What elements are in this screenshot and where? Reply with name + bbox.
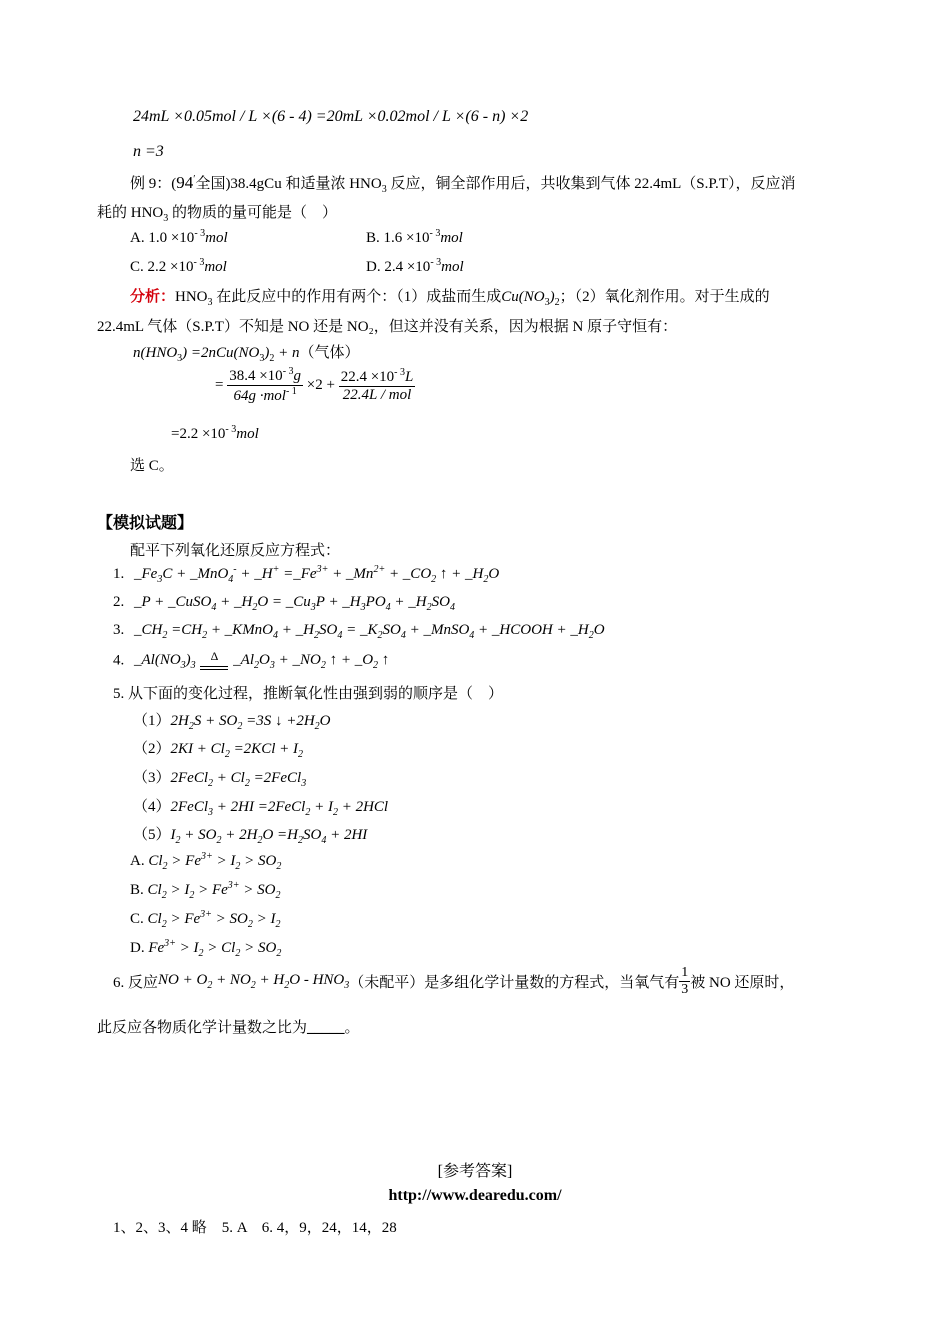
section-title: 【模拟试题】 — [97, 515, 194, 532]
question-6: 6. 反应NO + $O_2 + NO_2 + H_2O - HNO_3$（未配平）是多组化学计量数的方程式，当氧气有 $\frac{1}{3}$ 被 NO 还原时， — [113, 965, 795, 997]
analysis-line-2: 22.4mL 气体（S.P.T）不知是 NO 还是 NO₂，但这并没有关系，因为根据 N 原子守恒有： — [97, 319, 678, 335]
analysis-equation-1: $n(HNO_3) =2nCu(NO_3)_2 + n$（气体） — [133, 345, 360, 364]
question-2: 2. _P + _CuSO$_4$ + $\_H_2O$ = $\_Cu_3P$ + $\_H_3PO_4$ + $\_H_2SO_4$ — [113, 594, 455, 613]
option-d: D. $2.4 \times 10^{- 3}mol$ — [366, 257, 464, 275]
analysis-answer: 选 C。 — [130, 458, 174, 474]
question-3: 3. $\_CH_2 =CH_2$ + _KMnO$_4$ + $\_H_2SO_4$ = $\_K_2SO_4$ + _MnSO$_4$ + _HCOOH + $\_H_2O$ — [113, 622, 605, 641]
question-1: 1. $\_Fe_3C$ + _MnO$_4$- + _H+ $=\_Fe^{3+}$ + $\_Mn^{2+}$ + $\_CO_2$ ↑ + $\_H_2O$ — [113, 564, 500, 585]
answers-url[interactable]: http://www.dearedu.com/ — [388, 1187, 562, 1204]
option-a: A. $1.0 \times 10^{- 3}mol$ — [130, 228, 228, 246]
question-4: 4. $\_Al(NO_3)_3$ Δ $\_Al_2O_3$ + $\_NO_2$ ↑ + $\_O_2$ ↑ — [113, 649, 390, 672]
question-5: 5. 从下面的变化过程，推断氧化性由强到弱的顺序是（ ） — [113, 686, 504, 702]
example-9-line-1: 例 9：(94′全国)38.4gCu 和适量浓 $HNO_3$ 反应，铜全部作用后，共收集到气体 22.4mL（S.P.T），反应消 — [130, 173, 796, 195]
instruction: 配平下列氧化还原反应方程式： — [130, 543, 341, 559]
option-b: B. $1.6 \times 10^{- 3}mol$ — [366, 228, 463, 246]
q5-step-1: $(1)2H_2S + SO_2 =3S$ ↓ $+2H_2O$ — [133, 713, 331, 732]
q5-step-2: $(2)2KI + Cl_2 =2KCl + I_2$ — [133, 741, 303, 760]
answers-text: 1、2、3、4 略 5. A 6. 4，9，24，14，28 — [113, 1220, 397, 1236]
equation-line-2: n =3 — [133, 143, 164, 160]
q5-step-5: $(5)I_2 + SO_2 + 2H_2O =H_2SO_4 + 2HI$ — [133, 827, 368, 846]
analysis-line-1: 分析：$HNO_3$ 在此反应中的作用有两个：（1）成盐而生成$Cu(NO_3)_2$；（2）氧化剂作用。对于生成的 — [130, 289, 770, 308]
q5-option-c: C. $Cl_2 > Fe^{3+} > SO_2 > I_2$ — [130, 909, 281, 930]
q5-option-d: D. $Fe^{3+} > I_2 > Cl_2 > SO_2$ — [130, 938, 282, 959]
equation-line-1: 24mL ×0.05mol / L ×(6 - 4) =20mL ×0.02mol / L ×(6 - n) ×2 — [133, 108, 529, 125]
analysis-fraction-line: = $\frac{38.4 \times 10^{- 3}g}{64g \cdot mol^{- 1}}$ ×2 + $\frac{22.4 \times 10^{- 3}L}{\text{22.4L / mol}}$ — [215, 366, 414, 404]
question-6-line-2: 此反应各物质化学计量数之比为_____。 — [97, 1020, 360, 1036]
q5-step-3: （3）2FeCl$_2$ + $Cl_2$ =2FeCl$_3$ — [133, 770, 307, 789]
example-9-line-2: 耗的 $HNO_3$ 的物质的量可能是（ ） — [97, 205, 338, 224]
analysis-result: $=2.2 \times 10^{- 3}mol$ — [171, 424, 259, 442]
q5-option-a: A. $Cl_2 > Fe^{3+} > I_2 > SO_2$ — [130, 851, 282, 872]
option-c: C. $2.2 \times 10^{- 3}mol$ — [130, 257, 227, 275]
q5-step-4: （4）2FeCl$_3$ + 2HI =2FeCl$_2$ + $I_2 + 2HCl$ — [133, 799, 389, 818]
q5-option-b: B. $Cl_2 > I_2 > Fe^{3+} > SO_2$ — [130, 880, 281, 901]
answers-title: [参考答案] — [437, 1163, 513, 1180]
